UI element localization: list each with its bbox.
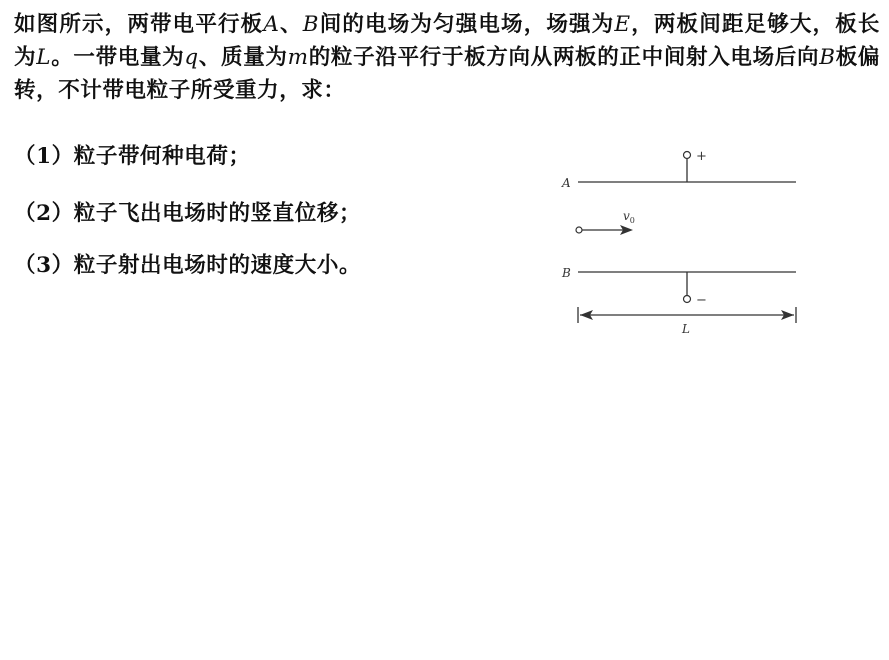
charge-symbol: q — [184, 45, 199, 70]
stem-text: 、质量为 — [198, 45, 288, 70]
plus-sign: + — [696, 149, 707, 164]
terminal-minus — [684, 296, 691, 303]
field-symbol: E — [614, 12, 631, 37]
stem-text: 的粒子沿平行于板方向从两板的正中间射入电场后向 — [308, 45, 820, 70]
stem-text: 。一带电量为 — [51, 45, 185, 70]
plate-b-symbol: B — [819, 45, 836, 70]
stem-text: 间的电场为匀强电场，场强为 — [319, 12, 615, 37]
question-1: （1）粒子带何种电荷； — [14, 144, 251, 169]
stem-text: 板偏转，不计带电粒子所受重力，求： — [14, 45, 880, 103]
stem-text: 、 — [279, 12, 303, 37]
minus-sign: − — [696, 293, 707, 308]
question-2: （2）粒子飞出电场时的竖直位移； — [14, 201, 362, 226]
plate-a-symbol: A — [263, 12, 280, 37]
terminal-plus — [684, 152, 691, 159]
plate-a-label: A — [562, 176, 571, 190]
question-3: （3）粒子射出电场时的速度大小。 — [14, 253, 362, 278]
length-symbol: L — [36, 45, 52, 70]
length-label: L — [682, 322, 690, 336]
stem-text: 如图所示，两带电平行板 — [14, 12, 264, 37]
stem-text: ，两板间距足够大，板长为 — [14, 12, 880, 70]
plate-b-label: B — [562, 266, 571, 280]
velocity-label: $v_0$ — [623, 209, 635, 225]
particle — [576, 227, 582, 233]
mass-symbol: m — [287, 45, 309, 70]
plate-b-symbol: B — [302, 12, 320, 37]
